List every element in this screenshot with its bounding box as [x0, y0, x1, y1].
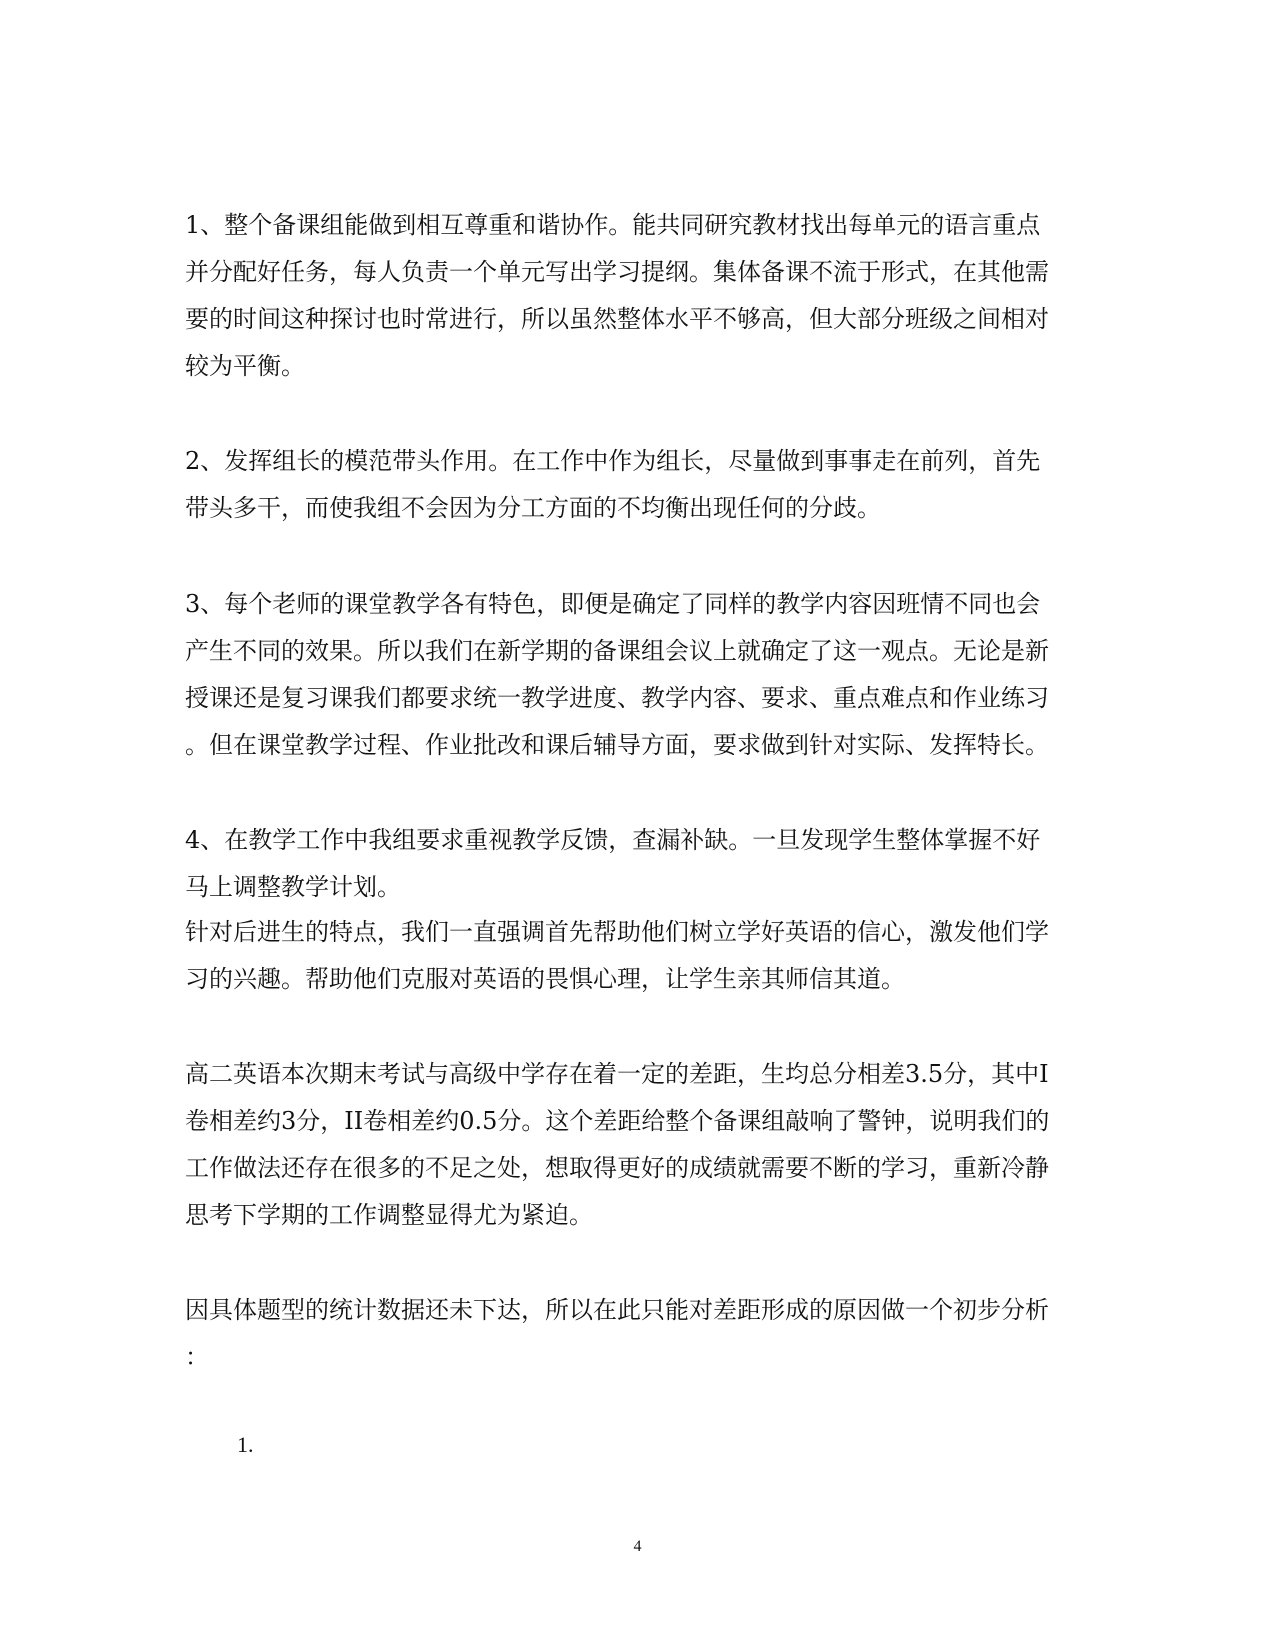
paragraph-5-line-4: 思考下学期的工作调整显得尤为紧迫。 [185, 1201, 593, 1229]
paragraph-5-line-3: 工作做法还存在很多的不足之处，想取得更好的成绩就需要不断的学习，重新冷静 [185, 1154, 1049, 1182]
paragraph-4-line-3: 针对后进生的特点，我们一直强调首先帮助他们树立学好英语的信心，激发他们学 [185, 918, 1049, 946]
paragraph-4-line-1: 4、在教学工作中我组要求重视教学反馈，查漏补缺。一旦发现学生整体掌握不好 [185, 826, 1041, 854]
list-item-number: 1. [237, 1432, 254, 1457]
page-number: 4 [633, 1538, 642, 1555]
paragraph-2-line-2: 带头多干，而使我组不会因为分工方面的不均衡出现任何的分歧。 [185, 494, 881, 522]
paragraph-3-line-2: 产生不同的效果。所以我们在新学期的备课组会议上就确定了这一观点。无论是新 [185, 637, 1049, 665]
paragraph-2-line-1: 2、发挥组长的模范带头作用。在工作中作为组长，尽量做到事事走在前列，首先 [185, 447, 1041, 475]
paragraph-3-line-4: 。但在课堂教学过程、作业批改和课后辅导方面，要求做到针对实际、发挥特长。 [185, 731, 1049, 759]
paragraph-5-line-1: 高二英语本次期末考试与高级中学存在着一定的差距，生均总分相差3.5分，其中I [185, 1060, 1049, 1088]
paragraph-6-line-1: 因具体题型的统计数据还未下达，所以在此只能对差距形成的原因做一个初步分析 [185, 1296, 1049, 1324]
paragraph-5-line-2: 卷相差约3分，II卷相差约0.5分。这个差距给整个备课组敲响了警钟，说明我们的 [185, 1107, 1050, 1135]
paragraph-4-line-2: 马上调整教学计划。 [185, 873, 401, 901]
paragraph-3-line-1: 3、每个老师的课堂教学各有特色，即便是确定了同样的教学内容因班情不同也会 [185, 590, 1041, 618]
paragraph-1-line-2: 并分配好任务，每人负责一个单元写出学习提纲。集体备课不流于形式，在其他需 [185, 258, 1049, 286]
paragraph-4-line-4: 习的兴趣。帮助他们克服对英语的畏惧心理，让学生亲其师信其道。 [185, 965, 905, 993]
paragraph-6-line-2: ： [185, 1343, 209, 1371]
paragraph-1-line-4: 较为平衡。 [185, 352, 305, 380]
paragraph-1-line-1: 1、整个备课组能做到相互尊重和谐协作。能共同研究教材找出每单元的语言重点 [185, 211, 1041, 239]
paragraph-1-line-3: 要的时间这种探讨也时常进行，所以虽然整体水平不够高，但大部分班级之间相对 [185, 305, 1049, 333]
paragraph-3-line-3: 授课还是复习课我们都要求统一教学进度、教学内容、要求、重点难点和作业练习 [185, 684, 1049, 712]
